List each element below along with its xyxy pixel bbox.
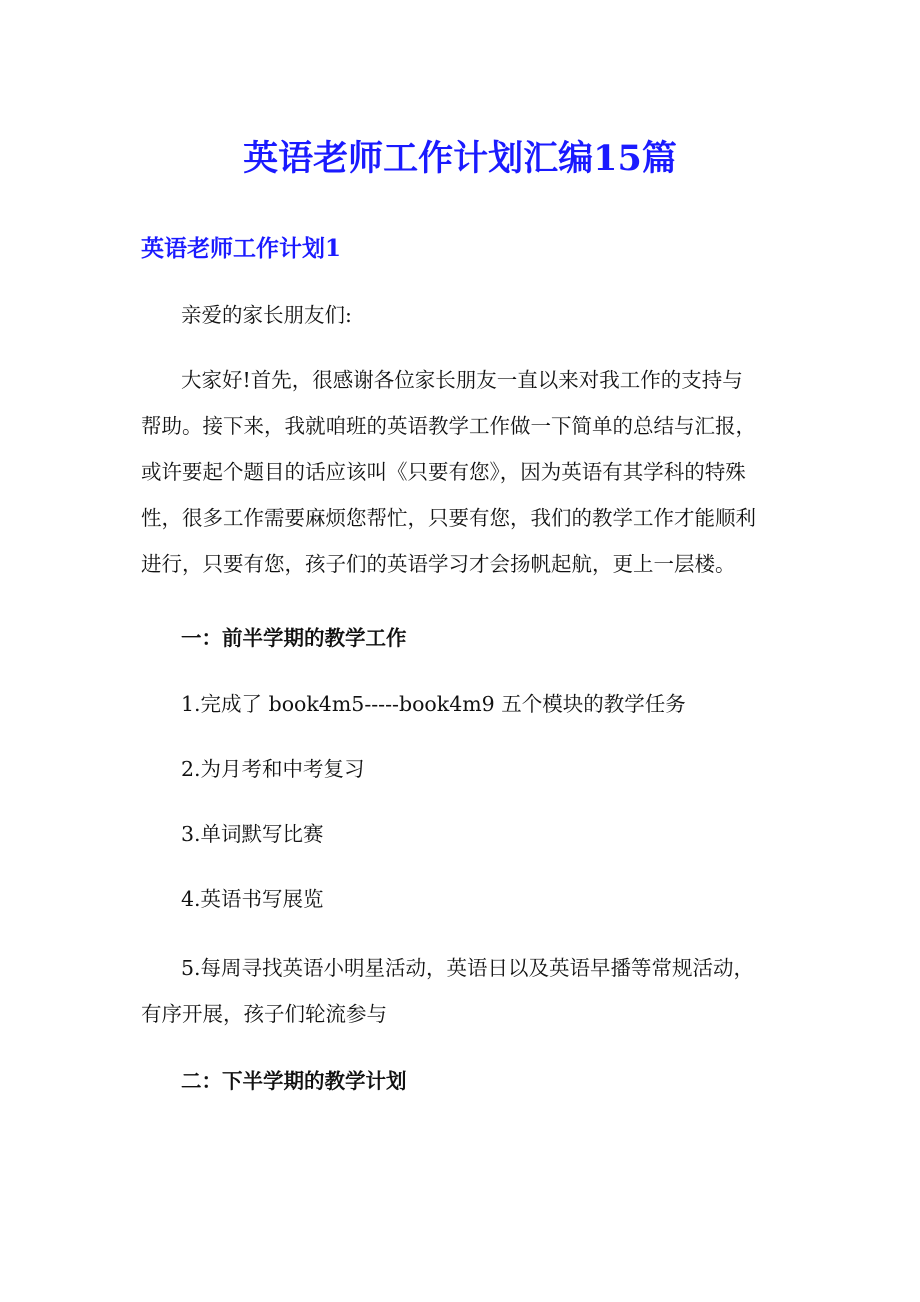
intro-line: 性，很多工作需要麻烦您帮忙，只要有您，我们的教学工作才能顺利 (141, 506, 756, 530)
document-title: 英语老师工作计划汇编15篇 (243, 138, 677, 179)
list-item: 4.英语书写展览 (181, 887, 324, 911)
list-item: 5.每周寻找英语小明星活动，英语日以及英语早播等常规活动， (181, 956, 755, 980)
section-title: 英语老师工作计划1 (141, 235, 342, 262)
intro-line: 帮助。接下来，我就咱班的英语教学工作做一下简单的总结与汇报， (141, 414, 756, 438)
part2-heading: 二：下半学期的教学计划 (181, 1069, 407, 1093)
list-item: 2.为月考和中考复习 (181, 757, 365, 781)
salutation: 亲爱的家长朋友们: (181, 303, 352, 327)
list-item: 3.单词默写比赛 (181, 822, 324, 846)
intro-line: 大家好!首先，很感谢各位家长朋友一直以来对我工作的支持与 (181, 368, 743, 392)
list-item: 1.完成了 book4m5-----book4m9 五个模块的教学任务 (181, 692, 686, 716)
part1-heading: 一：前半学期的教学工作 (181, 626, 407, 650)
intro-line: 或许要起个题目的话应该叫《只要有您》，因为英语有其学科的特殊 (141, 460, 746, 484)
intro-line: 进行，只要有您，孩子们的英语学习才会扬帆起航，更上一层楼。 (141, 552, 736, 576)
list-item-continuation: 有序开展，孩子们轮流参与 (141, 1002, 387, 1026)
